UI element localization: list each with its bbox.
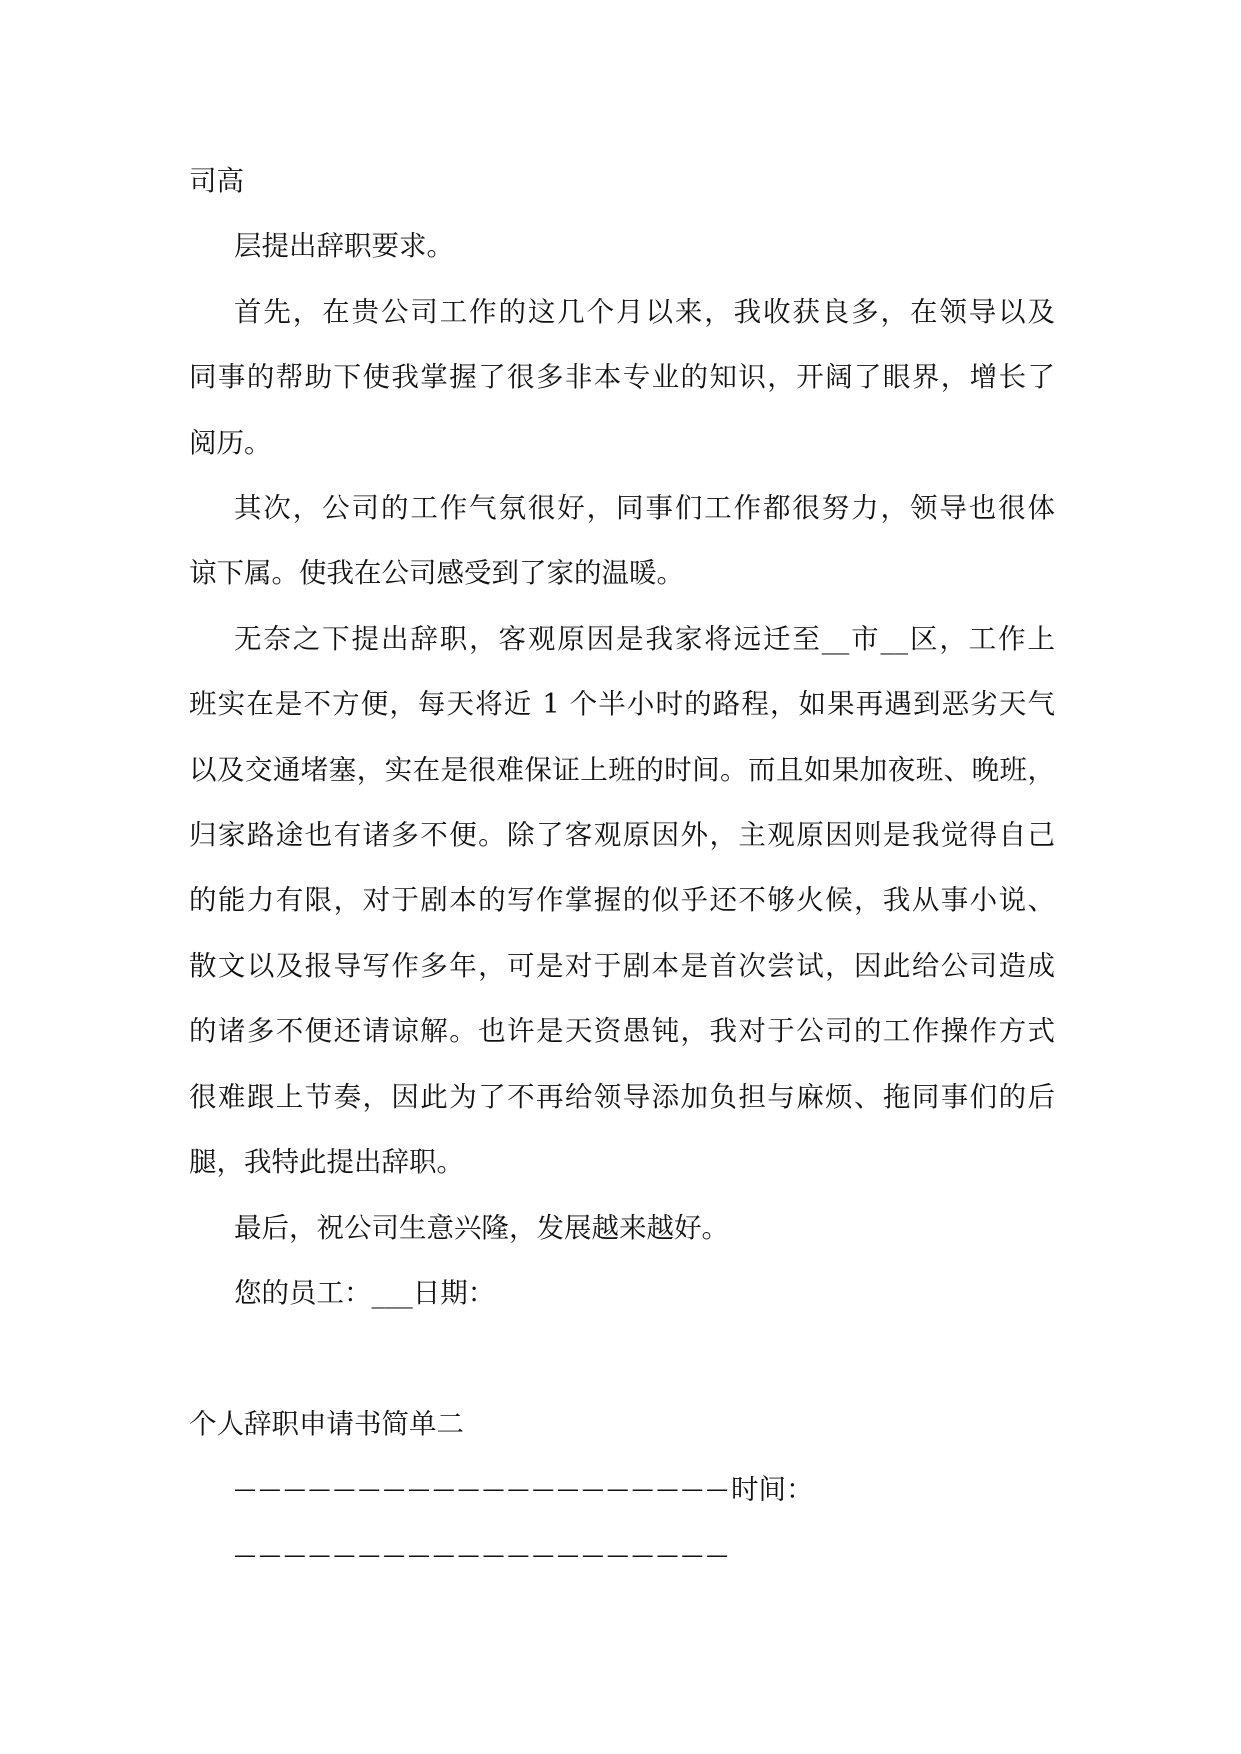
- text-line: 的诸多不便还请谅解。也许是天资愚钝，我对于公司的工作操作方式: [189, 1015, 1055, 1048]
- document-body: [189, 149, 1055, 1589]
- text-line: 腿，我特此提出辞职。: [189, 1146, 464, 1179]
- signature-line: 您的员工：___日期：: [234, 1276, 496, 1309]
- text-line: 其次，公司的工作气氛很好，同事们工作都很努力，领导也很体: [234, 492, 1055, 525]
- paragraph-reasons: [189, 607, 1055, 1196]
- text-line: 很难跟上节奏，因此为了不再给领导添加负担与麻烦、拖同事们的后: [189, 1080, 1055, 1113]
- opening-fragment: 司高: [189, 165, 244, 197]
- text-line: 同事的帮助下使我掌握了很多非本专业的知识，开阔了眼界，增长了: [189, 361, 1055, 394]
- text-line: 无奈之下提出辞职，客观原因是我家将远迁至__市__区，工作上: [234, 622, 1055, 655]
- dash-rule: ————————————————————: [234, 1543, 731, 1569]
- section-title: 个人辞职申请书简单二: [189, 1407, 464, 1440]
- dash-rule: ————————————————————: [234, 1477, 731, 1503]
- paragraph-resignation-request: [189, 214, 1055, 279]
- paragraph-atmosphere: [189, 476, 1055, 607]
- text-line: 最后，祝公司生意兴隆，发展越来越好。: [234, 1211, 729, 1244]
- dash-time-line: [189, 1457, 1055, 1523]
- text-line: 首先，在贵公司工作的这几个月以来，我收获良多，在领导以及: [234, 295, 1055, 328]
- paragraph-gratitude: [189, 280, 1055, 476]
- text-line: 阅历。: [189, 426, 272, 459]
- text-line: 谅下属。使我在公司感受到了家的温暖。: [189, 557, 684, 590]
- dash-line: [189, 1523, 1055, 1589]
- text-line: 层提出辞职要求。: [234, 230, 454, 263]
- paragraph-signature: [189, 1261, 1055, 1326]
- time-label: 时间：: [731, 1473, 814, 1506]
- text-line: 的能力有限，对于剧本的写作掌握的似乎还不够火候，我从事小说、: [189, 884, 1055, 917]
- text-line: 散文以及报导写作多年，可是对于剧本是首次尝试，因此给公司造成: [189, 949, 1055, 982]
- paragraph-closing-wishes: [189, 1196, 1055, 1261]
- blank-line: [189, 1326, 1055, 1391]
- text-line: 班实在是不方便，每天将近 1 个半小时的路程，如果再遇到恶劣天气: [189, 688, 1055, 721]
- text-line: 归家路途也有诸多不便。除了客观原因外，主观原因则是我觉得自己: [189, 819, 1055, 852]
- text-line: 以及交通堵塞，实在是很难保证上班的时间。而且如果加夜班、晚班，: [189, 753, 1055, 786]
